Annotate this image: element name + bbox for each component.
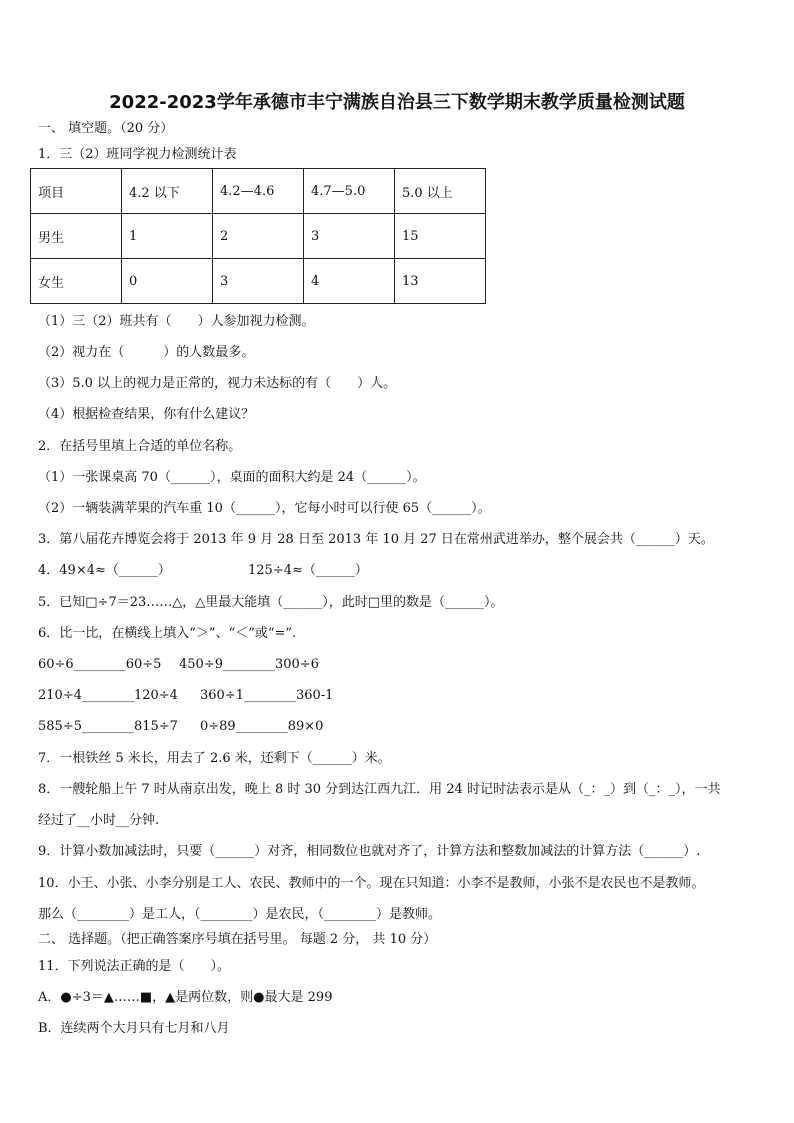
question-1-sub-2: （2）视力在（ ）的人数最多。 [38,345,255,360]
question-1-sub-4: （4）根据检查结果，你有什么建议？ [38,407,255,422]
table-header-cell: 4.2—4.6 [213,169,304,214]
vision-table [30,168,486,304]
question-10-line-1: 10．小王、小张、小李分别是工人、农民、教师中的一个。现在只知道：小李不是教师，小张不是农民也不是教师。 [38,876,705,891]
question-5: 5．已知□÷7＝23……△，△里最大能填（______），此时□里的数是（______）。 [38,595,504,610]
question-1-sub-1: （1）三（2）班共有（ ）人参加视力检测。 [38,314,315,329]
question-1-stem: 1．三（2）班同学视力检测统计表 [38,147,237,162]
compare-item: 585÷5________815÷7 [38,719,178,734]
table-header-cell: 4.2 以下 [122,169,213,214]
question-11-option-b: B．连续两个大月只有七月和八月 [38,1021,230,1036]
section-1-heading: 一、 填空题。（20 分） [38,121,174,136]
table-cell: 3 [213,259,304,304]
question-3: 3．第八届花卉博览会将于 2013 年 9 月 28 日至 2013 年 10 月 27 日在常州武进举办，整个展会共（______）天。 [38,532,714,547]
table-cell: 4 [304,259,395,304]
question-4b: 125÷4≈（______） [248,563,368,578]
compare-item: 210÷4________120÷4 [38,688,178,703]
table-cell: 1 [122,214,213,259]
question-11-stem: 11．下列说法正确的是（ ）。 [38,959,231,974]
question-8-line-1: 8．一艘轮船上午 7 时从南京出发，晚上 8 时 30 分到达江西九江．用 24 时记时法表示是从（_：_）到（_：_），一共 [38,782,721,797]
question-8-line-2: 经过了__小时__分钟. [38,813,160,828]
table-cell: 13 [395,259,486,304]
compare-item: 0÷89________89×0 [200,719,324,734]
question-10-line-2: 那么（________）是工人，（________）是农民，（________）是教师。 [38,907,442,922]
table-header-cell: 4.7—5.0 [304,169,395,214]
table-cell: 女生 [31,259,122,304]
table-row [31,259,486,304]
table-cell: 3 [304,214,395,259]
compare-item: 60÷6________60÷5 [38,657,162,672]
question-4a: 4．49×4≈（______） [38,563,171,578]
question-11-option-a: A．●÷3＝▲……■，▲是两位数，则●最大是 299 [38,990,333,1005]
table-cell: 2 [213,214,304,259]
page-title: 2022-2023学年承德市丰宁满族自治县三下数学期末教学质量检测试题 [109,92,685,113]
question-2-stem: 2．在括号里填上合适的单位名称。 [38,439,242,454]
table-row [31,214,486,259]
question-6-stem: 6．比一比，在横线上填入“＞”、“＜”或“=”. [38,626,297,641]
table-cell: 15 [395,214,486,259]
table-cell: 男生 [31,214,122,259]
question-2-sub-2: （2）一辆装满苹果的汽车重 10（______），它每小时可以行使 65（______）。 [38,501,491,516]
section-2-heading: 二、 选择题。（把正确答案序号填在括号里。 每题 2 分， 共 10 分） [38,932,437,947]
table-header-cell: 5.0 以上 [395,169,486,214]
compare-item: 450÷9________300÷6 [179,657,319,672]
table-header-cell: 项目 [31,169,122,214]
question-2-sub-1: （1）一张课桌高 70（______），桌面的面积大约是 24（______）。 [38,470,426,485]
table-cell: 0 [122,259,213,304]
compare-item: 360÷1________360-1 [200,688,334,703]
question-1-sub-3: （3）5.0 以上的视力是正常的，视力未达标的有（ ）人。 [38,376,397,391]
question-7: 7．一根铁丝 5 米长，用去了 2.6 米，还剩下（______）米。 [38,751,391,766]
question-9: 9．计算小数加减法时，只要（______）对齐，相同数位也就对齐了，计算方法和整数加减法的计算方法（______）. [38,844,701,859]
table-header-row [31,169,486,214]
